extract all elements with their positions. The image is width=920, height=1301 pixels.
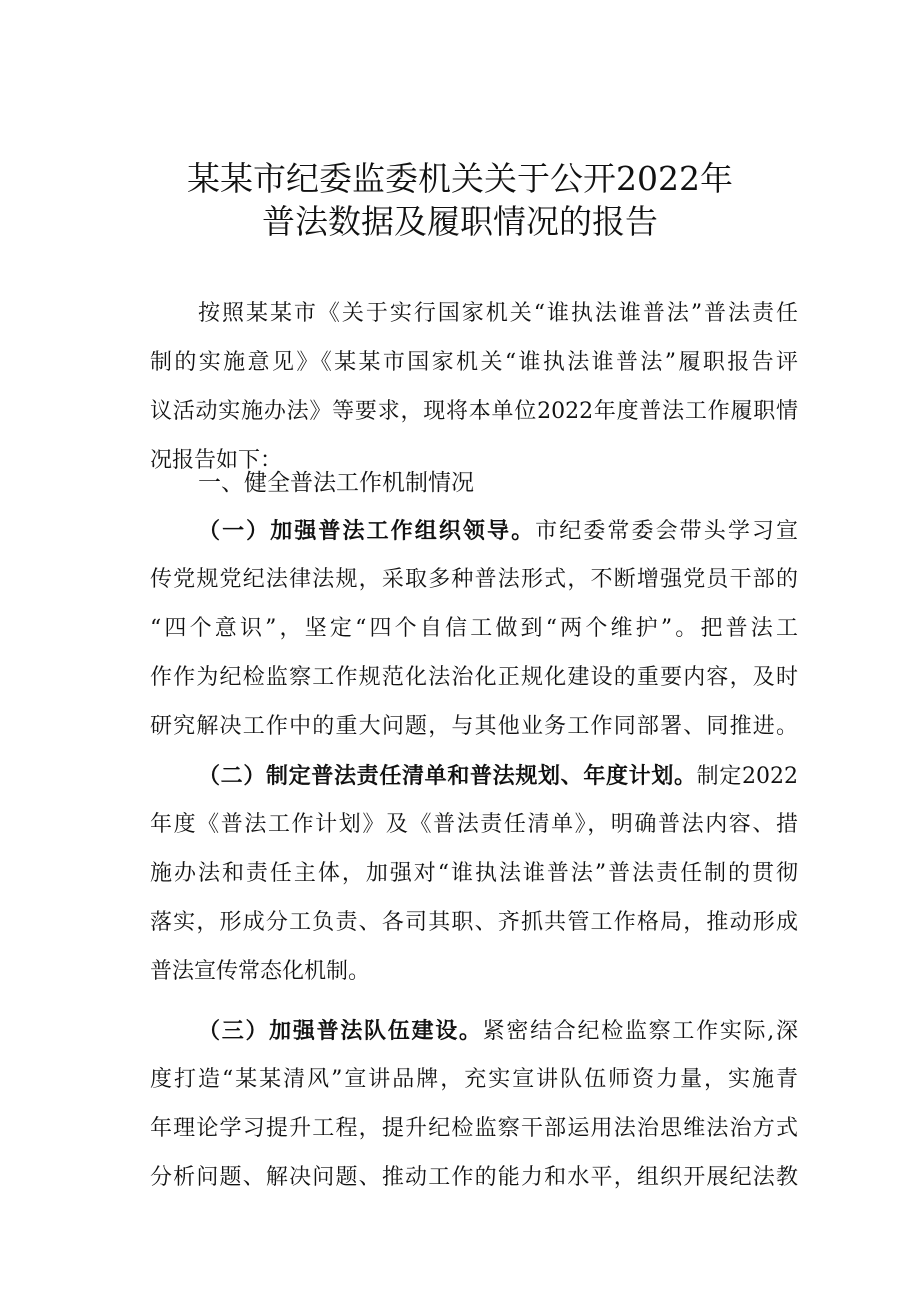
para3-line-3: 年理论学习提升工程，提升纪检监察干部运用法治思维法治方式 — [150, 1116, 798, 1141]
para3-line-4: 分析问题、解决问题、推动工作的能力和水平，组织开展纪法教 — [150, 1165, 798, 1190]
para2-line-3: 施办法和责任主体，加强对“谁执法谁普法”普法责任制的贯彻 — [150, 861, 798, 886]
para3-line-1 — [198, 1011, 798, 1051]
para1-line-4: 作作为纪检监察工作规范化法治化正规化建设的重要内容，及时 — [150, 665, 798, 690]
para1-line-1 — [198, 511, 798, 551]
intro-line-1: 按照某某市《关于实行国家机关“谁执法谁普法”普法责任 — [198, 301, 798, 326]
para1-line-3: “四个意识”，坚定“四个自信工做到“两个维护”。把普法工 — [150, 616, 798, 641]
para2-lead: （二）制定普法责任清单和普法规划、年度计划。 — [198, 763, 697, 789]
para1-line-5: 研究解决工作中的重大问题，与其他业务工作同部署、同推进。 — [150, 714, 798, 739]
para2-line-1-rest: 制定2022 — [696, 764, 798, 789]
para2-line-1 — [198, 756, 798, 796]
intro-line-2: 制的实施意见》《某某市国家机关“谁执法谁普法”履职报告评 — [150, 350, 798, 375]
para2-line-2: 年度《普法工作计划》及《普法责任清单》，明确普法内容、措 — [150, 812, 798, 837]
para3-line-2: 度打造“某某清风”宣讲品牌，充实宣讲队伍师资力量，实施青 — [150, 1067, 798, 1092]
para1-line-2: 传党规党纪法律法规，采取多种普法形式，不断增强党员干部的 — [150, 567, 798, 592]
para2-line-5: 普法宣传常态化机制。 — [150, 959, 371, 984]
intro-line-4: 况报告如下： — [150, 448, 283, 473]
para2-line-4: 落实，形成分工负责、各司其职、齐抓共管工作格局，推动形成 — [150, 910, 798, 935]
para3-lead: （三）加强普法队伍建设。 — [198, 1018, 483, 1044]
intro-line-3: 议活动实施办法》等要求，现将本单位2022年度普法工作履职情 — [150, 399, 798, 424]
para1-line-1-rest: 市纪委常委会带头学习宣 — [535, 519, 798, 544]
document-title-line-1: 某某市纪委监委机关关于公开2022年 — [187, 159, 733, 198]
para3-line-1-rest: 紧密结合纪检监察工作实际,深 — [482, 1019, 798, 1044]
section-heading: 一、健全普法工作机制情况 — [198, 470, 474, 496]
document-title-line-2: 普法数据及履职情况的报告 — [262, 202, 658, 241]
para1-lead: （一）加强普法工作组织领导。 — [198, 518, 536, 544]
